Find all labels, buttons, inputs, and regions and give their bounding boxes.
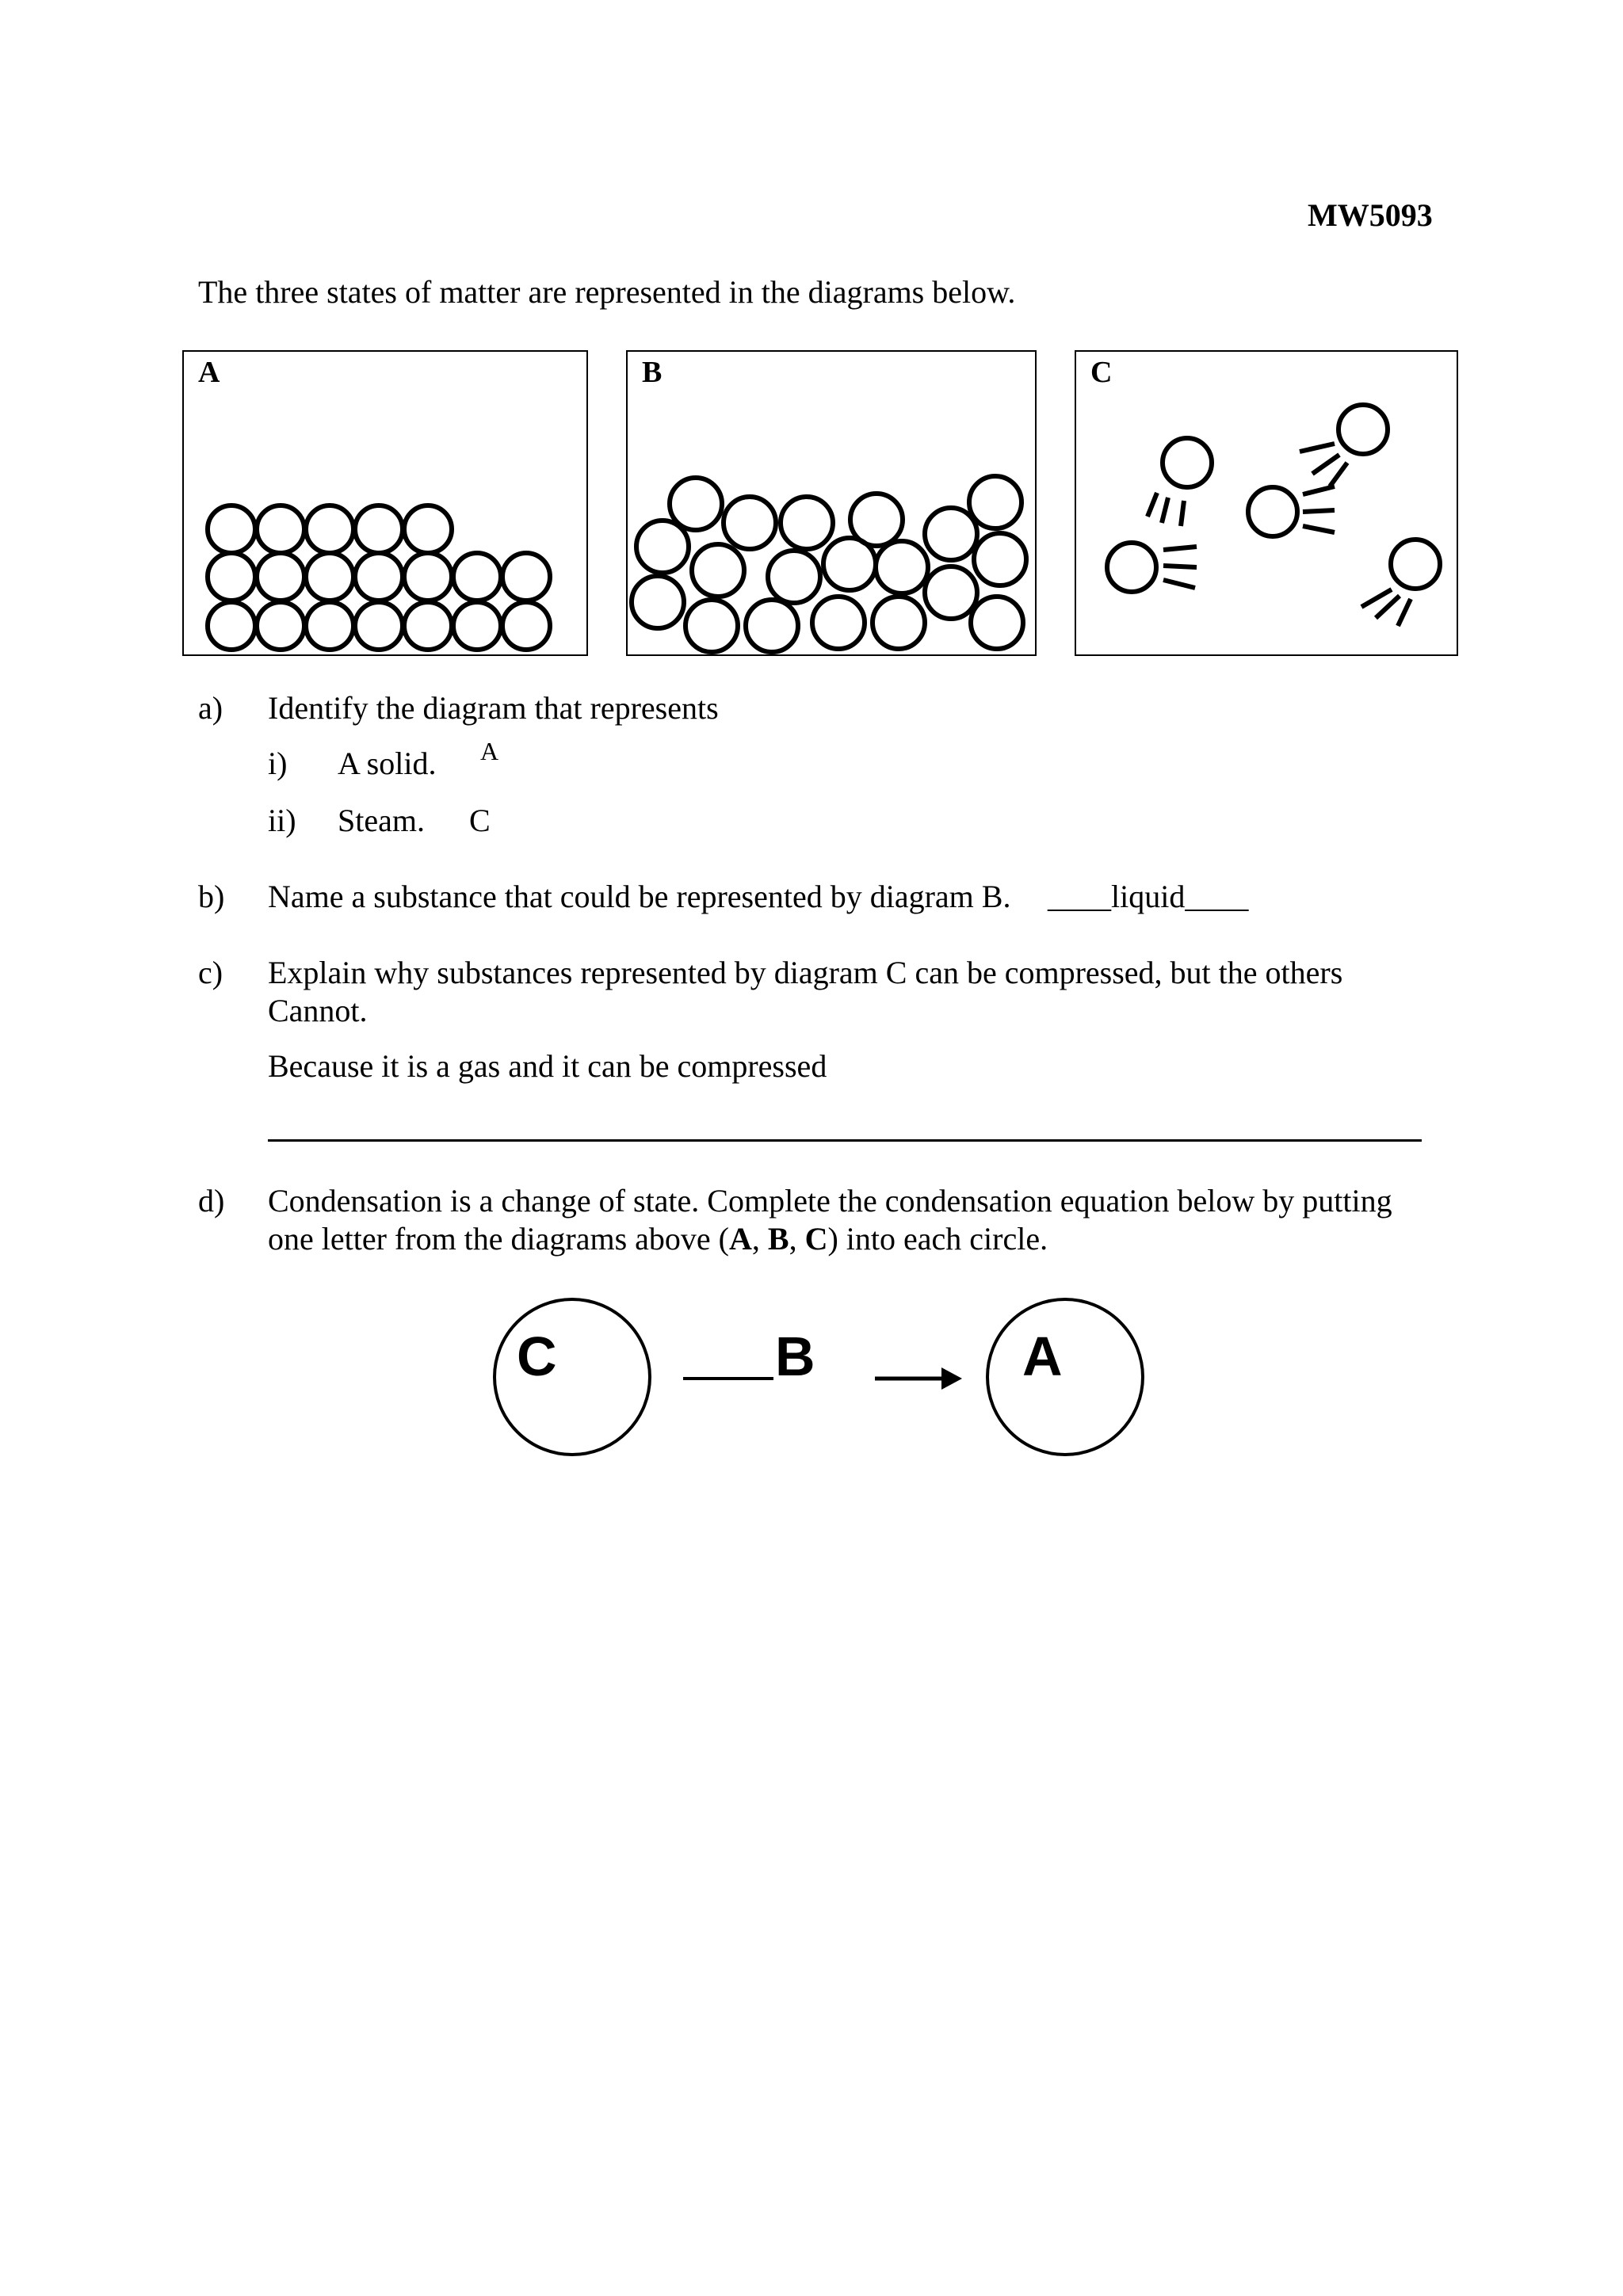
diagram-a-label: A bbox=[198, 356, 220, 389]
question-a-ii-number: ii) bbox=[268, 803, 296, 838]
answer-c: Because it is a gas and it can be compressed bbox=[268, 1048, 827, 1084]
question-a-text: Identify the diagram that represents bbox=[268, 690, 719, 726]
gas-particles bbox=[1107, 405, 1440, 626]
diagram-b-label: B bbox=[642, 356, 663, 389]
question-a-i-text: A solid. bbox=[338, 746, 437, 781]
answer-a-ii: C bbox=[469, 803, 491, 838]
question-d-line1: Condensation is a change of state. Complete the condensation equation below by putting bbox=[268, 1183, 1392, 1219]
diagram-c-label: C bbox=[1090, 356, 1113, 389]
solid-particles bbox=[208, 505, 550, 650]
equation-left-letter: C bbox=[517, 1325, 557, 1387]
equation-middle-letter: B bbox=[775, 1325, 815, 1387]
equation-right-letter: A bbox=[1022, 1325, 1063, 1387]
intro-text: The three states of matter are represented in the diagrams below. bbox=[198, 274, 1016, 310]
question-a-number: a) bbox=[198, 690, 223, 726]
answer-c-line bbox=[268, 1139, 1422, 1142]
arrow-head-icon bbox=[941, 1367, 962, 1390]
question-d-number: d) bbox=[198, 1183, 225, 1219]
answer-b: ____liquid____ bbox=[1048, 879, 1249, 914]
document-code: MW5093 bbox=[1308, 197, 1433, 233]
question-d-line2: one letter from the diagrams above (A, B, C) into each circle. bbox=[268, 1221, 1048, 1257]
question-a-i-number: i) bbox=[268, 746, 288, 781]
question-a-ii-text: Steam. bbox=[338, 803, 425, 838]
question-c-line2: Cannot. bbox=[268, 993, 368, 1028]
equation-right-circle bbox=[987, 1299, 1143, 1455]
answer-a-i: A bbox=[480, 737, 499, 765]
liquid-particles bbox=[632, 476, 1026, 652]
question-c-number: c) bbox=[198, 955, 223, 990]
question-c-line1: Explain why substances represented by diagram C can be compressed, but the others bbox=[268, 955, 1343, 990]
question-b-text: Name a substance that could be represented by diagram B. bbox=[268, 879, 1011, 914]
question-b-number: b) bbox=[198, 879, 225, 914]
